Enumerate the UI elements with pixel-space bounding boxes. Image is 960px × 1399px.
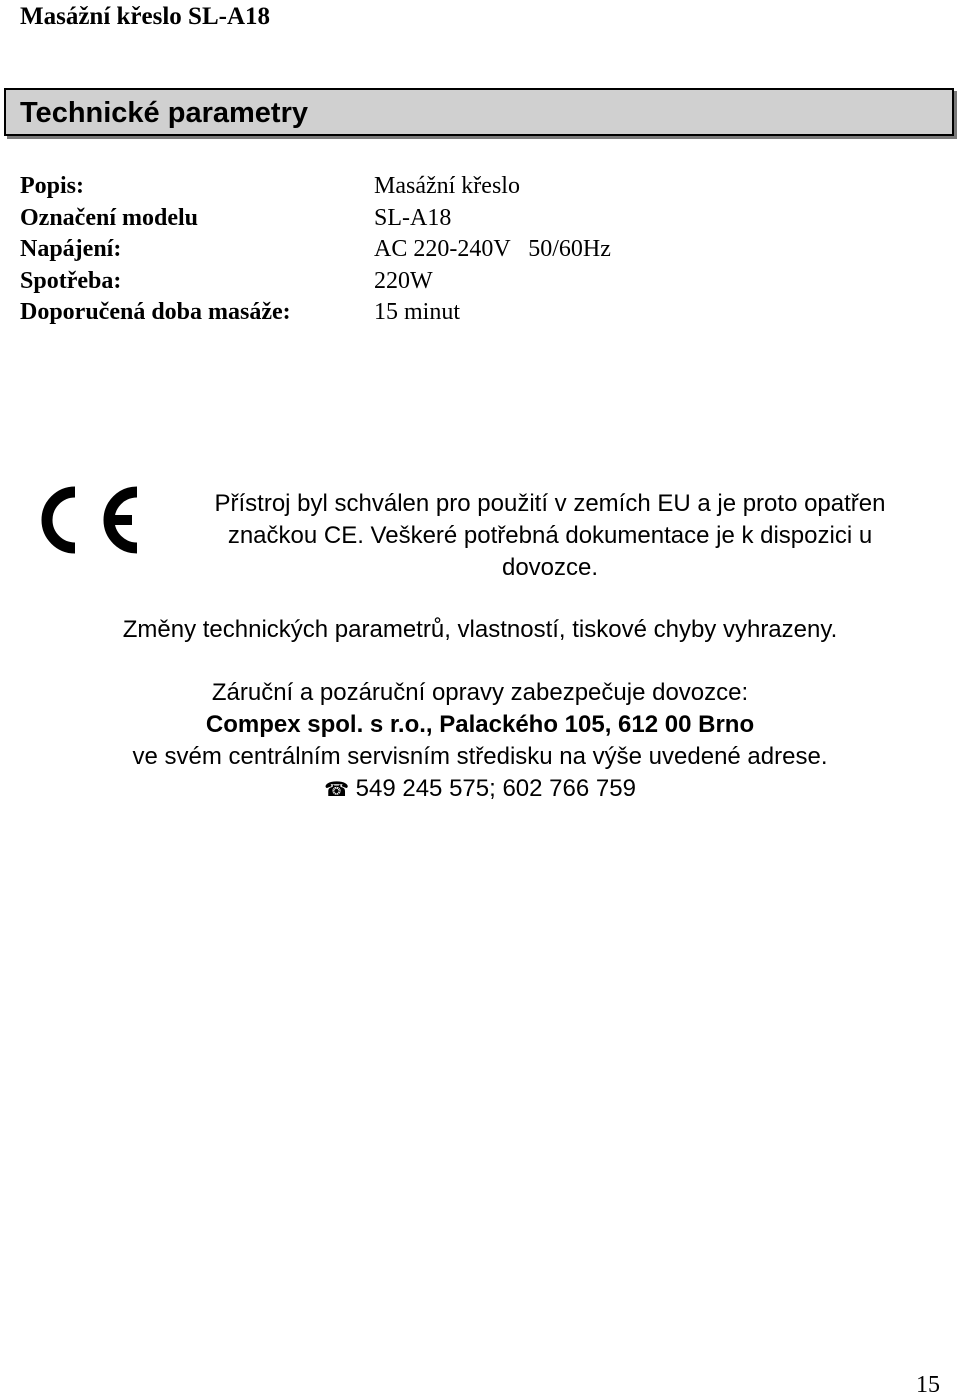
phone-line — [0, 773, 960, 805]
spec-row — [20, 203, 611, 235]
section-title: Technické parametry — [20, 97, 308, 129]
ce-mark-icon — [38, 484, 140, 556]
ce-line: Přístroj byl schválen pro použití v zemích EU a je proto opatřen — [214, 490, 886, 517]
ce-line: dovozce. — [501, 554, 599, 581]
ce-line: značkou CE. Veškeré potřebná dokumentace je k dispozici u — [227, 522, 873, 549]
spec-label: Doporučená doba masáže: — [20, 299, 291, 326]
spec-row — [20, 234, 611, 266]
spec-row — [20, 297, 611, 329]
service-line: Záruční a pozáruční opravy zabezpečuje dovozce: — [211, 679, 749, 706]
spec-value: 220W — [374, 267, 433, 294]
spec-value: Masážní křeslo — [374, 173, 520, 199]
spec-value: AC 220-240V 50/60Hz — [374, 236, 611, 263]
spec-label: Spotřeba: — [20, 267, 122, 294]
spec-label: Označení modelu — [20, 204, 198, 231]
phone-icon: ☎ — [324, 777, 349, 801]
ce-description — [150, 488, 950, 584]
spec-value: SL-A18 — [374, 204, 452, 231]
page-number: 15 — [916, 1372, 940, 1398]
changes-notice: Změny technických parametrů, vlastností, tiskové chyby vyhrazeny. — [122, 616, 838, 643]
spec-label: Napájení: — [20, 236, 122, 263]
spec-table — [20, 171, 611, 329]
company-address: Compex spol. s r.o., Palackého 105, 612 00 Brno — [205, 711, 755, 738]
spec-row — [20, 266, 611, 298]
service-line: ve svém centrálním servisním středisku na výše uvedené adrese. — [132, 743, 828, 770]
spec-label: Popis: — [20, 173, 85, 199]
spec-row — [20, 171, 611, 203]
page-header: Masážní křeslo SL-A18 — [20, 3, 270, 30]
spec-value: 15 minut — [374, 299, 461, 326]
section-header-box — [4, 88, 954, 136]
phone-numbers: 549 245 575; 602 766 759 — [348, 775, 636, 802]
